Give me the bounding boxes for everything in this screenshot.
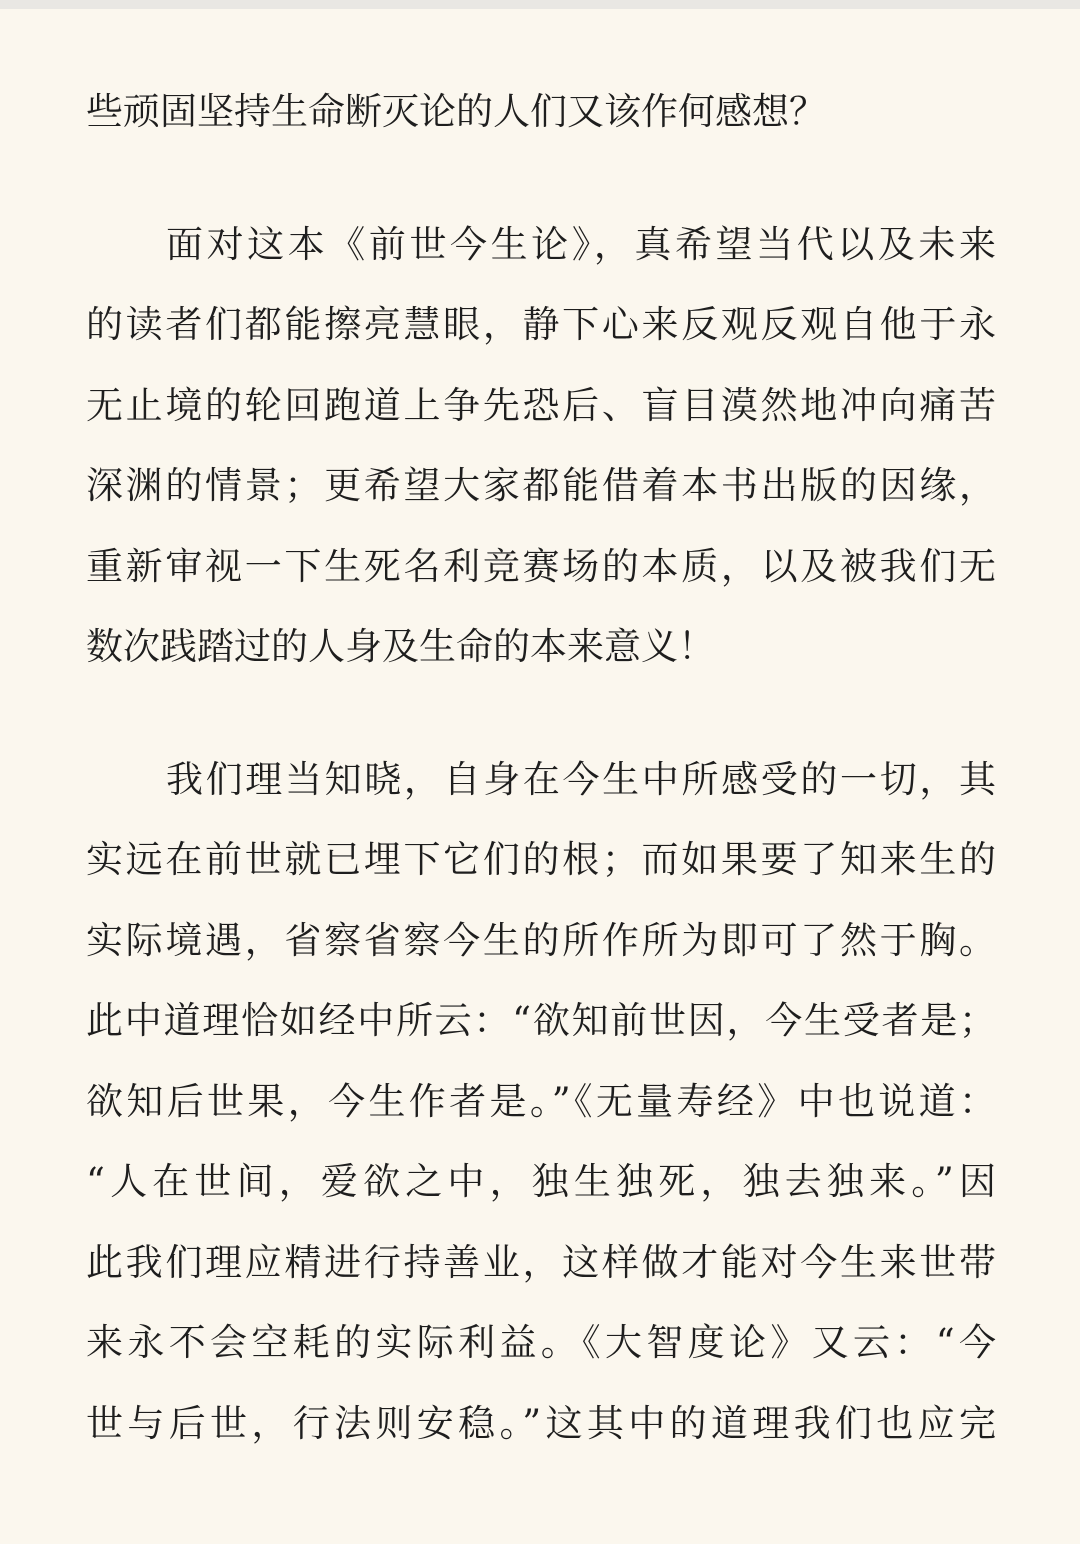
text-line: 数次践踏过的人身及生命的本来意义！: [86, 625, 715, 668]
text-line: “人在世间，爱欲之中，独生独死，独去独来。”因: [86, 1160, 996, 1203]
text-line: 来永不会空耗的实际利益。《大智度论》又云：“今: [86, 1321, 996, 1364]
document-page: [86, 72, 996, 1464]
text-line: 我们理当知晓，自身在今生中所感受的一切，其: [166, 757, 996, 801]
text-line: 实际境遇，省察省察今生的所作所为即可了然于胸。: [86, 918, 996, 962]
text-line: 世与后世，行法则安稳。”这其中的道理我们也应完: [86, 1401, 996, 1445]
text-line: 欲知后世果，今生作者是。”《无量寿经》中也说道：: [86, 1079, 996, 1123]
text-line: 些顽固坚持生命断灭论的人们又该作何感想？: [86, 90, 826, 133]
text-line: 此中道理恰如经中所云：“欲知前世因，今生受者是；: [86, 999, 996, 1042]
text-line: 实远在前世就已埋下它们的根；而如果要了知来生的: [86, 838, 996, 881]
text-line: 深渊的情景；更希望大家都能借着本书出版的因缘，: [86, 464, 996, 507]
paragraph-gap: [86, 688, 996, 740]
paragraph-3: [86, 740, 996, 1465]
text-line: 面对这本《前世今生论》，真希望当代以及未来: [166, 222, 996, 266]
text-line: 的读者们都能擦亮慧眼，静下心来反观反观自他于永: [86, 303, 996, 346]
text-line: 无止境的轮回跑道上争先恐后、盲目漠然地冲向痛苦: [86, 383, 996, 427]
paragraph-1: [86, 72, 996, 153]
text-line: 重新审视一下生死名利竞赛场的本质，以及被我们无: [86, 544, 996, 588]
text-line: 此我们理应精进行持善业，这样做才能对今生来世带: [86, 1240, 996, 1284]
paragraph-gap: [86, 153, 996, 205]
top-edge-strip: [0, 0, 1080, 9]
paragraph-2: [86, 205, 996, 688]
